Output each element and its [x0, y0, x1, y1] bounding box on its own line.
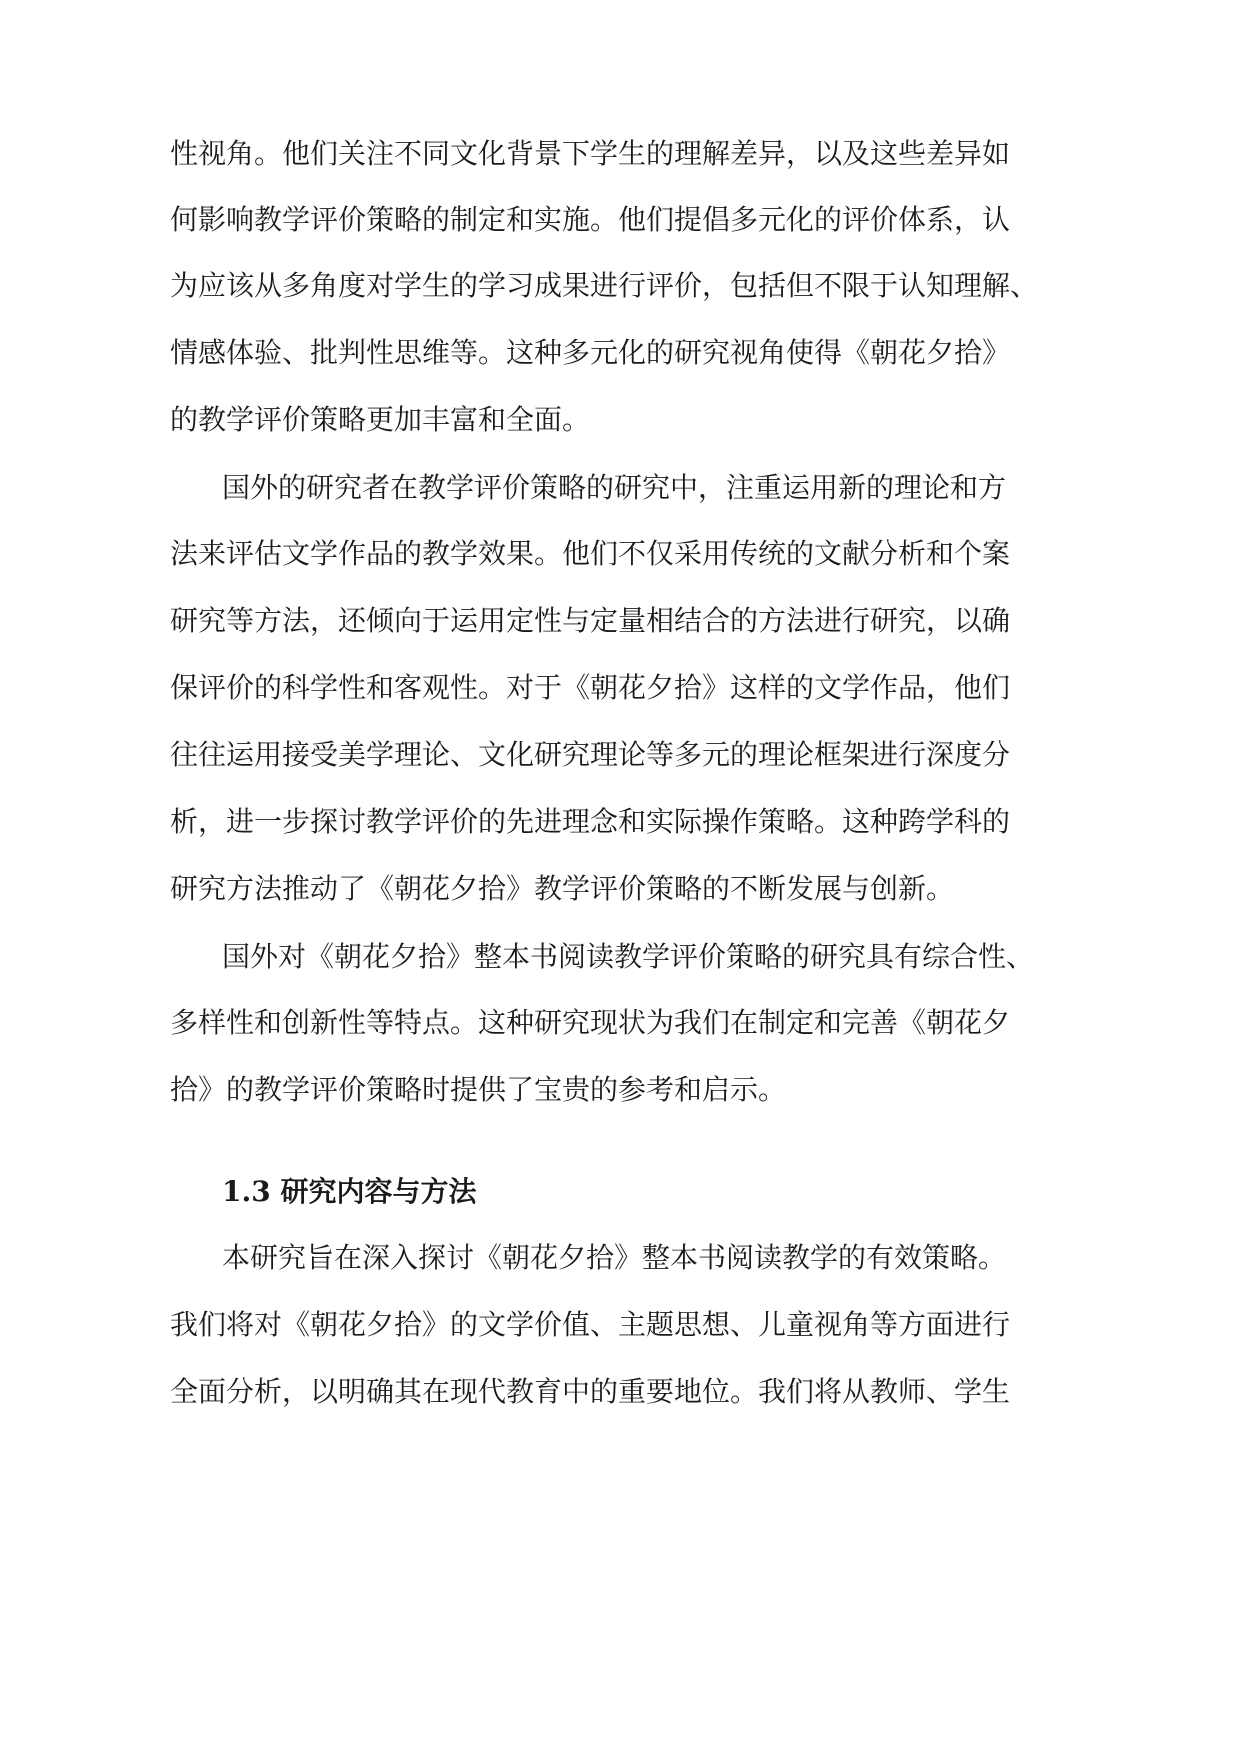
paragraph-line: 情感体验、批判性思维等。这种多元化的研究视角使得《朝花夕拾》 — [170, 336, 1011, 369]
paragraph-line: 研究等方法，还倾向于运用定性与定量相结合的方法进行研究，以确 — [170, 604, 1011, 637]
paragraph-line: 的教学评价策略更加丰富和全面。 — [170, 403, 591, 436]
paragraph-line: 我们将对《朝花夕拾》的文学价值、主题思想、儿童视角等方面进行 — [170, 1308, 1011, 1341]
paragraph-line: 法来评估文学作品的教学效果。他们不仅采用传统的文献分析和个案 — [170, 537, 1011, 570]
paragraph-line: 往往运用接受美学理论、文化研究理论等多元的理论框架进行深度分 — [170, 738, 1011, 771]
paragraph-line: 为应该从多角度对学生的学习成果进行评价，包括但不限于认知理解、 — [170, 269, 1039, 302]
paragraph-line: 拾》的教学评价策略时提供了宝贵的参考和启示。 — [170, 1073, 787, 1106]
paragraph-line: 保评价的科学性和客观性。对于《朝花夕拾》这样的文学作品，他们 — [170, 671, 1011, 704]
paragraph-line: 研究方法推动了《朝花夕拾》教学评价策略的不断发展与创新。 — [170, 872, 955, 905]
paragraph-line: 何影响教学评价策略的制定和实施。他们提倡多元化的评价体系，认 — [170, 203, 1011, 236]
paragraph-line: 析，进一步探讨教学评价的先进理念和实际操作策略。这种跨学科的 — [170, 805, 1011, 838]
paragraph-line: 国外的研究者在教学评价策略的研究中，注重运用新的理论和方 — [222, 471, 1007, 504]
paragraph-line: 国外对《朝花夕拾》整本书阅读教学评价策略的研究具有综合性、 — [222, 940, 1035, 973]
paragraph-line: 性视角。他们关注不同文化背景下学生的理解差异，以及这些差异如 — [170, 137, 1011, 170]
section-heading: 1.3 研究内容与方法 — [222, 1175, 477, 1208]
paragraph-line: 全面分析，以明确其在现代教育中的重要地位。我们将从教师、学生 — [170, 1375, 1011, 1408]
paragraph-line: 多样性和创新性等特点。这种研究现状为我们在制定和完善《朝花夕 — [170, 1006, 1011, 1039]
paragraph-line: 本研究旨在深入探讨《朝花夕拾》整本书阅读教学的有效策略。 — [222, 1241, 1007, 1274]
